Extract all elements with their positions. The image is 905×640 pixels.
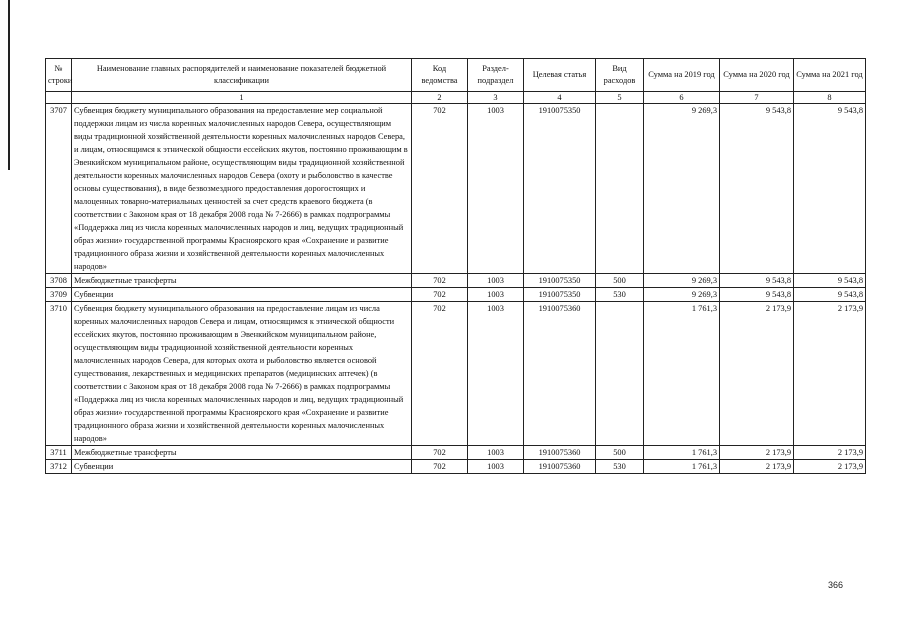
row-description: Субвенция бюджету муниципального образования на предоставление мер социальной поддержки лицам из числа коренных малочисленных народов Севера, осуществляющим виды традиционной хозяйственной деятельности коренных малочисленных народов Севера, и лицам, относящимся к этнической общности ессейских якутов, постоянно проживающим в Эвенкийском муниципальном районе, осуществляющим виды традиционной хозяйственной деятельности коренных малочисленных народов Севера (охоту и рыболовство в качестве основы существования), в виде безвозмездного предоставления дорогостоящих и малоценных товарно-материальных ценностей за счет средств краевого бюджета (в соответствии с Законом края от 18 декабря 2008 года № 7-2666) в рамках подпрограммы «Поддержка лиц из числа коренных малочисленных народов и лиц, ведущих традиционный образ жизни» государственной программы Красноярского края «Сохранение и развитие традиционного образа жизни и хозяйственной деятельности коренных малочисленных народов» bbox=[72, 104, 412, 274]
column-number: 5 bbox=[596, 92, 644, 104]
sum-2019: 9 269,3 bbox=[644, 288, 720, 302]
header-row bbox=[46, 59, 866, 92]
row-description: Субвенции bbox=[72, 288, 412, 302]
dept-code: 702 bbox=[412, 460, 468, 474]
table-row bbox=[46, 274, 866, 288]
sum-2021: 9 543,8 bbox=[794, 274, 866, 288]
header-sum-2021: Сумма на 2021 год bbox=[794, 59, 866, 92]
header-target: Целевая статья bbox=[524, 59, 596, 92]
page-number: 366 bbox=[828, 580, 844, 590]
row-number: 3709 bbox=[46, 288, 72, 302]
sum-2021: 9 543,8 bbox=[794, 288, 866, 302]
sum-2019: 1 761,3 bbox=[644, 460, 720, 474]
header-section: Раздел-подраздел bbox=[468, 59, 524, 92]
expense-type bbox=[596, 104, 644, 274]
sum-2020: 2 173,9 bbox=[720, 460, 794, 474]
column-number: 8 bbox=[794, 92, 866, 104]
column-number-row bbox=[46, 92, 866, 104]
table-row bbox=[46, 460, 866, 474]
header-sum-2020: Сумма на 2020 год bbox=[720, 59, 794, 92]
dept-code: 702 bbox=[412, 288, 468, 302]
header-sum-2019: Сумма на 2019 год bbox=[644, 59, 720, 92]
section-code: 1003 bbox=[468, 288, 524, 302]
column-number: 1 bbox=[72, 92, 412, 104]
sum-2020: 9 543,8 bbox=[720, 274, 794, 288]
sum-2019: 9 269,3 bbox=[644, 104, 720, 274]
target-code: 1910075350 bbox=[524, 288, 596, 302]
row-number: 3710 bbox=[46, 302, 72, 446]
section-code: 1003 bbox=[468, 446, 524, 460]
dept-code: 702 bbox=[412, 302, 468, 446]
sum-2020: 9 543,8 bbox=[720, 104, 794, 274]
section-code: 1003 bbox=[468, 274, 524, 288]
target-code: 1910075350 bbox=[524, 104, 596, 274]
dept-code: 702 bbox=[412, 104, 468, 274]
column-number: 4 bbox=[524, 92, 596, 104]
row-description: Субвенция бюджету муниципального образования на предоставление лицам из числа коренных малочисленных народов Севера и лицам, относящимся к этнической общности ессейских якутов, постоянно проживающим в Эвенкийском муниципальном районе, осуществляющим виды традиционной хозяйственной деятельности коренных малочисленных народов Севера, для которых охота и рыболовство является основой существования, лекарственных и медицинских препаратов (медицинских аптечек) (в соответствии с Законом края от 18 декабря 2008 года № 7-2666) в рамках подпрограммы «Поддержка лиц из числа коренных малочисленных народов и лиц, ведущих традиционный образ жизни» государственной программы Красноярского края «Сохранение и развитие традиционного образа жизни и хозяйственной деятельности коренных малочисленных народов» bbox=[72, 302, 412, 446]
section-code: 1003 bbox=[468, 302, 524, 446]
table-row bbox=[46, 302, 866, 446]
sum-2021: 2 173,9 bbox=[794, 460, 866, 474]
expense-type: 500 bbox=[596, 446, 644, 460]
row-description: Межбюджетные трансферты bbox=[72, 446, 412, 460]
column-number bbox=[46, 92, 72, 104]
header-expense-type: Вид расходов bbox=[596, 59, 644, 92]
table-row bbox=[46, 446, 866, 460]
section-code: 1003 bbox=[468, 104, 524, 274]
sum-2020: 9 543,8 bbox=[720, 288, 794, 302]
target-code: 1910075360 bbox=[524, 460, 596, 474]
sum-2019: 1 761,3 bbox=[644, 302, 720, 446]
header-name: Наименование главных распорядителей и наименование показателей бюджетной классификации bbox=[72, 59, 412, 92]
header-row-number: № строки bbox=[46, 59, 72, 92]
column-number: 2 bbox=[412, 92, 468, 104]
sum-2019: 9 269,3 bbox=[644, 274, 720, 288]
target-code: 1910075350 bbox=[524, 274, 596, 288]
row-number: 3708 bbox=[46, 274, 72, 288]
sum-2020: 2 173,9 bbox=[720, 302, 794, 446]
row-description: Межбюджетные трансферты bbox=[72, 274, 412, 288]
sum-2020: 2 173,9 bbox=[720, 446, 794, 460]
target-code: 1910075360 bbox=[524, 302, 596, 446]
target-code: 1910075360 bbox=[524, 446, 596, 460]
sum-2021: 9 543,8 bbox=[794, 104, 866, 274]
column-number: 3 bbox=[468, 92, 524, 104]
sum-2021: 2 173,9 bbox=[794, 446, 866, 460]
expense-type bbox=[596, 302, 644, 446]
sum-2019: 1 761,3 bbox=[644, 446, 720, 460]
row-number: 3707 bbox=[46, 104, 72, 274]
budget-table bbox=[45, 58, 866, 474]
row-number: 3712 bbox=[46, 460, 72, 474]
table-row bbox=[46, 288, 866, 302]
section-code: 1003 bbox=[468, 460, 524, 474]
table-row bbox=[46, 104, 866, 274]
dept-code: 702 bbox=[412, 446, 468, 460]
row-number: 3711 bbox=[46, 446, 72, 460]
expense-type: 530 bbox=[596, 288, 644, 302]
expense-type: 530 bbox=[596, 460, 644, 474]
column-number: 6 bbox=[644, 92, 720, 104]
row-description: Субвенции bbox=[72, 460, 412, 474]
sum-2021: 2 173,9 bbox=[794, 302, 866, 446]
scan-edge-line bbox=[8, 0, 10, 170]
dept-code: 702 bbox=[412, 274, 468, 288]
header-dept-code: Код ведомства bbox=[412, 59, 468, 92]
expense-type: 500 bbox=[596, 274, 644, 288]
column-number: 7 bbox=[720, 92, 794, 104]
